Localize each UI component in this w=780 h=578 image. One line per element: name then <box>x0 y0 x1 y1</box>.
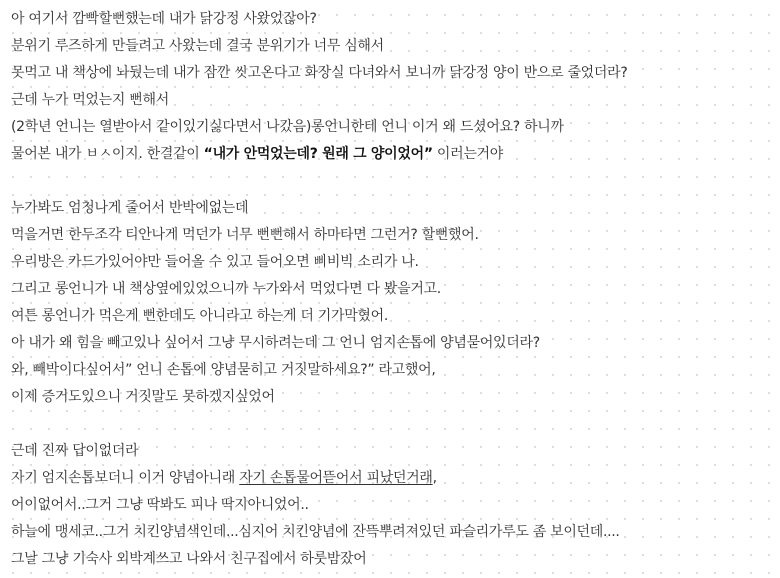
text-segment: 이러는거야 <box>432 146 504 162</box>
text-line <box>11 465 776 492</box>
post-body <box>11 6 776 573</box>
text-segment: 자기 엄지손톱보더니 이거 양념아니래 <box>11 470 240 486</box>
text-line: (2학년 언니는 열받아서 같이있기싫다면서 나갔음)롱언니한테 언니 이거 왜 드셨어요? 하니까 <box>11 119 564 135</box>
text-line: 하늘에 맹세코..그거 치킨양념색인데...심지어 치킨양념에 잔뜩뿌려져있던 파슬리가루도 좀 보이던데.... <box>11 524 620 540</box>
text-line: 못먹고 내 책상에 놔뒀는데 내가 잠깐 씻고온다고 화장실 다녀와서 보니까 닭강정 양이 반으로 줄었더라? <box>11 65 628 81</box>
text-line: 이제 증거도있으니 거짓말도 못하겠지싶었어 <box>11 389 275 405</box>
text-line: 여튼 롱언니가 먹은게 뻔한데도 아니라고 하는게 더 기가막혔어. <box>11 308 389 324</box>
text-line: 와, 빼박이다싶어서” 언니 손톱에 양념묻히고 거짓말하세요?” 라고했어, <box>11 362 436 378</box>
text-segment: , <box>432 470 437 486</box>
text-line: 우리방은 카드가있어야만 들어올 수 있고 들어오면 삐비빅 소리가 나. <box>11 254 419 270</box>
underlined-text: 자기 손톱물어뜯어서 피났던거래 <box>239 470 433 486</box>
text-line: 어이없어서..그거 그냥 딱봐도 피나 딱지아니었어.. <box>11 497 309 513</box>
text-line: 근데 누가 먹었는지 뻔해서 <box>11 92 169 108</box>
text-segment: 물어본 내가 ㅂㅅ이지. 한결같이 <box>11 146 204 162</box>
text-line: 그날 그냥 기숙사 외박계쓰고 나와서 친구집에서 하룻밤잤어 <box>11 551 367 567</box>
text-line: 아 여기서 깜빡할뻔했는데 내가 닭강정 사왔었잖아? <box>11 11 317 27</box>
blank-line <box>11 168 776 195</box>
text-line: 아 내가 왜 힘을 빼고있나 싶어서 그냥 무시하려는데 그 언니 엄지손톱에 양념묻어있더라? <box>11 335 540 351</box>
text-line: 그리고 롱언니가 내 책상옆에있었으니까 누가와서 먹었다면 다 봤을거고. <box>11 281 441 297</box>
blank-line <box>11 411 776 438</box>
text-line <box>11 141 776 168</box>
text-line: 누가봐도 엄청나게 줄어서 반박에없는데 <box>11 200 249 216</box>
bold-quote: “내가 안먹었는데? 원래 그 양이었어” <box>203 146 433 162</box>
text-line: 근데 진짜 답이없더라 <box>11 443 139 459</box>
text-line: 먹을거면 한두조각 티안나게 먹던가 너무 뻔뻔해서 하마타면 그런거? 할뻔했어. <box>11 227 479 243</box>
text-line: 분위기 루즈하게 만들려고 사왔는데 결국 분위기가 너무 심해서 <box>11 38 384 54</box>
